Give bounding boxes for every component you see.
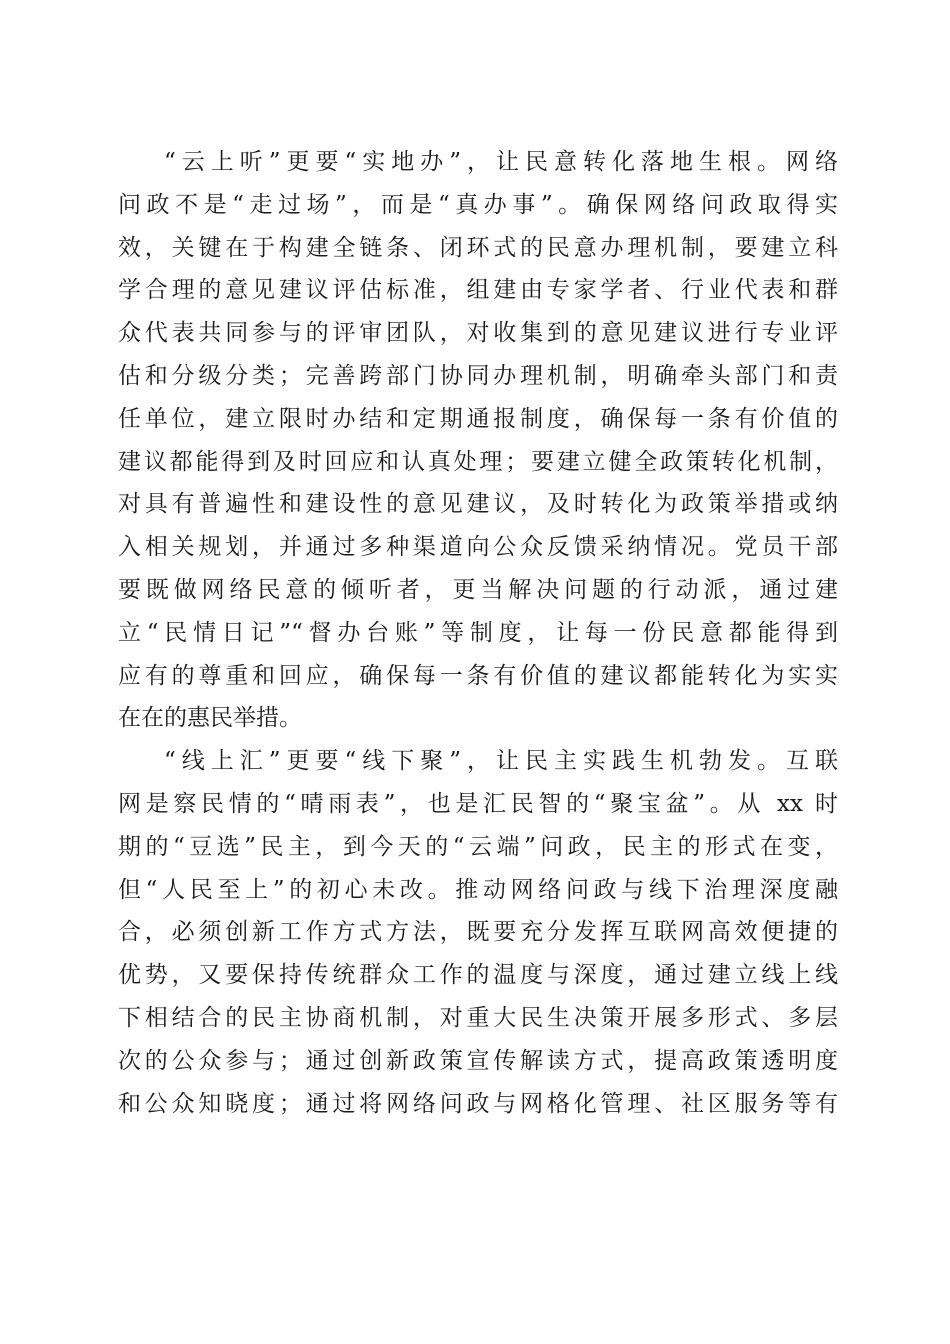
paragraph-line: 众代表共同参与的评审团队，对收集到的意见建议进行专业评	[118, 320, 838, 347]
paragraph-line: 建议都能得到及时回应和认真处理；要建立健全政策转化机制，	[118, 448, 838, 475]
paragraph-line: 学合理的意见建议评估标准，组建由专家学者、行业代表和群	[118, 277, 838, 304]
paragraph-line: 立“民情日记”“督办台账”等制度，让每一份民意都能得到	[118, 619, 838, 646]
paragraph-2	[118, 740, 838, 1125]
paragraph-line: 次的公众参与；通过创新政策宣传解读方式，提高政策透明度	[118, 1047, 838, 1074]
paragraph-line: 效，关键在于构建全链条、闭环式的民意办理机制，要建立科	[118, 234, 838, 261]
document-body	[118, 141, 838, 1125]
paragraph-line: “云上听”更要“实地办”，让民意转化落地生根。网络	[164, 149, 838, 175]
paragraph-line: 和公众知晓度；通过将网络问政与网格化管理、社区服务等有	[118, 1090, 838, 1117]
paragraph-1	[118, 141, 838, 740]
paragraph-line: 入相关规划，并通过多种渠道向公众反馈采纳情况。党员干部	[118, 534, 838, 561]
paragraph-line: 要既做网络民意的倾听者，更当解决问题的行动派，通过建	[118, 576, 838, 603]
paragraph-line: 对具有普遍性和建设性的意见建议，及时转化为政策举措或纳	[118, 491, 838, 518]
paragraph-line: 但“人民至上”的初心未改。推动网络问政与线下治理深度融	[118, 876, 838, 903]
paragraph-line: 优势，又要保持传统群众工作的温度与深度，通过建立线上线	[118, 962, 838, 989]
paragraph-line: 任单位，建立限时办结和定期通报制度，确保每一条有价值的	[118, 405, 838, 432]
paragraph-line: 在在的惠民举措。	[118, 705, 302, 732]
paragraph-line: “线上汇”更要“线下聚”，让民主实践生机勃发。互联	[164, 748, 838, 775]
paragraph-line: 合，必须创新工作方式方法，既要充分发挥互联网高效便捷的	[118, 919, 838, 946]
paragraph-line: 期的“豆选”民主，到今天的“云端”问政，民主的形式在变，	[118, 833, 838, 860]
paragraph-line: 问政不是“走过场”，而是“真办事”。确保网络问政取得实	[118, 191, 838, 218]
paragraph-line: 估和分级分类；完善跨部门协同办理机制，明确牵头部门和责	[118, 362, 838, 389]
paragraph-line: 应有的尊重和回应，确保每一条有价值的建议都能转化为实实	[118, 662, 838, 689]
paragraph-line: 网是察民情的“晴雨表”，也是汇民智的“聚宝盆”。从 xx 时	[118, 790, 838, 817]
paragraph-line: 下相结合的民主协商机制，对重大民生决策开展多形式、多层	[118, 1004, 838, 1031]
